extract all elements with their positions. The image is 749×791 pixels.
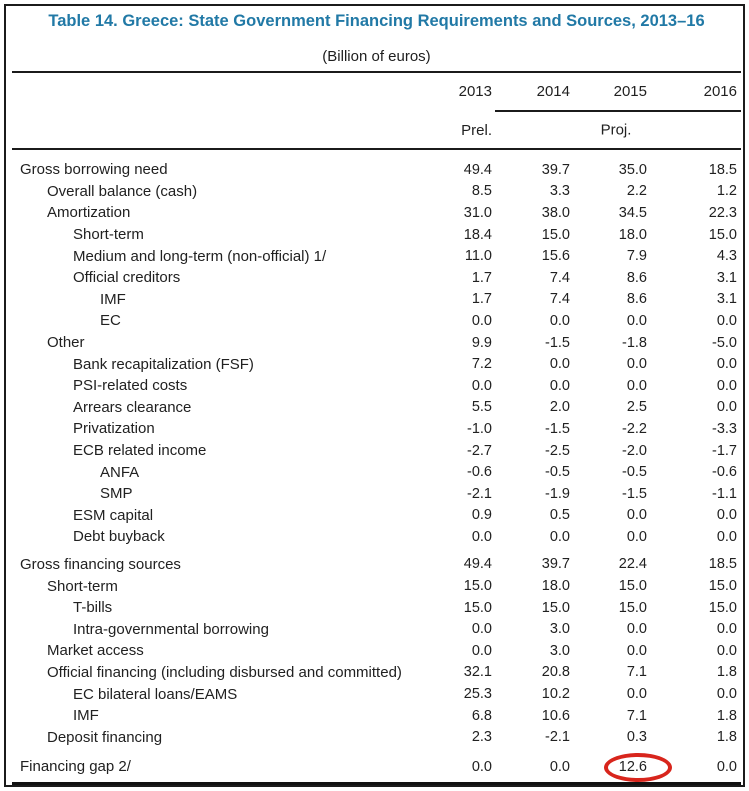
value-cell-2016: 1.2 bbox=[716, 183, 737, 200]
value-cell-2015: 15.0 bbox=[618, 578, 647, 595]
value-cell-2013: 18.4 bbox=[463, 226, 492, 243]
value-cell-2015: 22.4 bbox=[618, 556, 647, 573]
value-cell-2014: 7.4 bbox=[549, 269, 570, 286]
value-cell-2016: 4.3 bbox=[716, 248, 737, 265]
value-cell-2014: -1.9 bbox=[545, 485, 570, 502]
value-cell-2013: 25.3 bbox=[463, 686, 492, 703]
row-label: EC bilateral loans/EAMS bbox=[73, 685, 238, 703]
value-cell-2014: 15.6 bbox=[541, 248, 570, 265]
value-cell-2016: 0.0 bbox=[716, 686, 737, 703]
value-cell-2016: 0.0 bbox=[716, 758, 737, 775]
row-label: Privatization bbox=[73, 420, 155, 438]
year-column-2014: 2014 bbox=[536, 83, 570, 100]
value-cell-2013: 15.0 bbox=[463, 599, 492, 616]
table-row bbox=[12, 202, 741, 224]
table-row bbox=[12, 618, 741, 640]
table-row bbox=[12, 289, 741, 311]
value-cell-2014: 20.8 bbox=[541, 664, 570, 681]
row-label: ESM capital bbox=[73, 506, 154, 524]
value-cell-2016: 15.0 bbox=[708, 226, 737, 243]
value-cell-2016: 18.5 bbox=[708, 556, 737, 573]
value-cell-2014: 2.0 bbox=[549, 399, 570, 416]
table-row bbox=[12, 483, 741, 505]
value-cell-2015: -0.5 bbox=[622, 464, 647, 481]
value-cell-2013: 49.4 bbox=[463, 161, 492, 178]
value-cell-2013: 0.0 bbox=[471, 621, 492, 638]
value-cell-2014: -0.5 bbox=[545, 464, 570, 481]
row-label: Other bbox=[47, 334, 85, 352]
table-row bbox=[12, 756, 741, 778]
value-cell-2016: -5.0 bbox=[712, 334, 737, 351]
value-cell-2013: 31.0 bbox=[463, 204, 492, 221]
row-label: Medium and long-term (non-official) 1/ bbox=[73, 247, 327, 265]
value-cell-2015: 8.6 bbox=[626, 291, 647, 308]
table-row bbox=[12, 159, 741, 181]
table-row bbox=[12, 397, 741, 419]
value-cell-2015: 0.0 bbox=[626, 356, 647, 373]
value-cell-2016: 0.0 bbox=[716, 377, 737, 394]
table-row bbox=[12, 640, 741, 662]
value-cell-2016: 1.8 bbox=[716, 664, 737, 681]
table-row bbox=[12, 554, 741, 576]
table-row bbox=[12, 726, 741, 748]
table-row bbox=[12, 310, 741, 332]
value-cell-2015: 15.0 bbox=[618, 599, 647, 616]
value-cell-2014: 10.6 bbox=[541, 707, 570, 724]
table-row bbox=[12, 597, 741, 619]
value-cell-2015: -2.0 bbox=[622, 442, 647, 459]
value-cell-2013: 0.0 bbox=[471, 528, 492, 545]
value-cell-2013: 6.8 bbox=[471, 707, 492, 724]
value-cell-2016: 0.0 bbox=[716, 621, 737, 638]
row-label: IMF bbox=[100, 290, 126, 308]
value-cell-2014: 10.2 bbox=[541, 686, 570, 703]
value-cell-2016: -3.3 bbox=[712, 420, 737, 437]
row-label: Official financing (including disbursed and committed) bbox=[47, 663, 402, 681]
value-cell-2013: -2.7 bbox=[467, 442, 492, 459]
value-cell-2015: 35.0 bbox=[618, 161, 647, 178]
value-cell-2016: 18.5 bbox=[708, 161, 737, 178]
table-row bbox=[12, 181, 741, 203]
value-cell-2013: 7.2 bbox=[471, 356, 492, 373]
table-row bbox=[12, 418, 741, 440]
value-cell-2015: 34.5 bbox=[618, 204, 647, 221]
value-cell-2013: 8.5 bbox=[471, 183, 492, 200]
row-label: Official creditors bbox=[73, 269, 181, 287]
value-cell-2014: 3.3 bbox=[549, 183, 570, 200]
value-cell-2013: -0.6 bbox=[467, 464, 492, 481]
table-row bbox=[12, 505, 741, 527]
value-cell-2016: 15.0 bbox=[708, 599, 737, 616]
row-label: ANFA bbox=[100, 463, 140, 481]
row-label: Deposit financing bbox=[47, 728, 163, 746]
value-cell-2013: -2.1 bbox=[467, 485, 492, 502]
value-cell-2014: 0.0 bbox=[549, 312, 570, 329]
value-cell-2015: 7.9 bbox=[626, 248, 647, 265]
value-cell-2015: 0.0 bbox=[626, 686, 647, 703]
value-cell-2013: 0.0 bbox=[471, 377, 492, 394]
value-cell-2014: 39.7 bbox=[541, 556, 570, 573]
value-cell-2013: 32.1 bbox=[463, 664, 492, 681]
value-cell-2013: 0.9 bbox=[471, 507, 492, 524]
value-cell-2013: 1.7 bbox=[471, 269, 492, 286]
subheader-row bbox=[12, 112, 741, 148]
value-cell-2016: -0.6 bbox=[712, 464, 737, 481]
value-cell-2014: -1.5 bbox=[545, 420, 570, 437]
table-body bbox=[12, 150, 741, 778]
value-cell-2015: 0.3 bbox=[626, 729, 647, 746]
prel-label: Prel. bbox=[461, 121, 492, 139]
value-cell-2014: 3.0 bbox=[549, 621, 570, 638]
table-14-container bbox=[12, 8, 741, 785]
table-row bbox=[12, 245, 741, 267]
value-cell-2016: 15.0 bbox=[708, 578, 737, 595]
row-label: Arrears clearance bbox=[73, 398, 192, 416]
value-cell-2014: -1.5 bbox=[545, 334, 570, 351]
row-label: EC bbox=[100, 312, 121, 330]
value-cell-2015: 7.1 bbox=[626, 707, 647, 724]
value-cell-2015: 0.0 bbox=[626, 312, 647, 329]
value-cell-2016: 0.0 bbox=[716, 642, 737, 659]
value-cell-2016: 1.8 bbox=[716, 729, 737, 746]
value-cell-2013: 15.0 bbox=[463, 578, 492, 595]
value-cell-2013: 0.0 bbox=[471, 312, 492, 329]
table-row bbox=[12, 332, 741, 354]
row-label: Bank recapitalization (FSF) bbox=[73, 355, 254, 373]
table-row bbox=[12, 575, 741, 597]
value-cell-2013: 1.7 bbox=[471, 291, 492, 308]
value-cell-2016: 1.8 bbox=[716, 707, 737, 724]
value-cell-2014: 38.0 bbox=[541, 204, 570, 221]
value-cell-2016: 0.0 bbox=[716, 312, 737, 329]
row-label: T-bills bbox=[73, 599, 113, 617]
value-cell-2014: 7.4 bbox=[549, 291, 570, 308]
table-row bbox=[12, 440, 741, 462]
value-cell-2015: 0.0 bbox=[626, 377, 647, 394]
row-label: Market access bbox=[47, 642, 144, 660]
table-bottom-rule bbox=[12, 782, 741, 785]
table-row bbox=[12, 375, 741, 397]
year-header-row bbox=[12, 73, 741, 110]
row-label: Gross financing sources bbox=[20, 555, 181, 573]
row-label: ECB related income bbox=[73, 442, 207, 460]
value-cell-2016: 0.0 bbox=[716, 356, 737, 373]
value-cell-2014: -2.5 bbox=[545, 442, 570, 459]
value-cell-2014: 0.0 bbox=[549, 528, 570, 545]
year-column-2013: 2013 bbox=[458, 83, 492, 100]
value-cell-2014: 18.0 bbox=[541, 578, 570, 595]
value-cell-2015: 2.2 bbox=[626, 183, 647, 200]
value-cell-2014: 0.0 bbox=[549, 377, 570, 394]
value-cell-2015: -1.5 bbox=[622, 485, 647, 502]
row-label: Financing gap 2/ bbox=[20, 758, 131, 776]
table-row bbox=[12, 683, 741, 705]
value-cell-2013: -1.0 bbox=[467, 420, 492, 437]
table-row bbox=[12, 353, 741, 375]
row-label: Short-term bbox=[73, 226, 144, 244]
table-row bbox=[12, 461, 741, 483]
value-cell-2013: 2.3 bbox=[471, 729, 492, 746]
value-cell-2014: 0.0 bbox=[549, 356, 570, 373]
value-cell-2015: -2.2 bbox=[622, 420, 647, 437]
value-cell-2015: 0.0 bbox=[626, 621, 647, 638]
row-label: Gross borrowing need bbox=[20, 161, 168, 179]
value-cell-2016: 3.1 bbox=[716, 291, 737, 308]
row-label: Amortization bbox=[47, 204, 131, 222]
value-cell-2014: 0.0 bbox=[549, 758, 570, 775]
value-cell-2016: 0.0 bbox=[716, 528, 737, 545]
value-cell-2014: 39.7 bbox=[541, 161, 570, 178]
value-cell-2015: -1.8 bbox=[622, 334, 647, 351]
row-label: Short-term bbox=[47, 577, 118, 595]
value-cell-2013: 11.0 bbox=[464, 248, 492, 265]
value-cell-2013: 5.5 bbox=[471, 399, 492, 416]
value-cell-2016: 0.0 bbox=[716, 507, 737, 524]
value-cell-2013: 9.9 bbox=[471, 334, 492, 351]
value-cell-2015: 18.0 bbox=[618, 226, 647, 243]
value-cell-2013: 49.4 bbox=[463, 556, 492, 573]
value-cell-2016: 0.0 bbox=[716, 399, 737, 416]
row-label: Overall balance (cash) bbox=[47, 182, 198, 200]
row-label: Intra-governmental borrowing bbox=[73, 620, 269, 638]
table-row bbox=[12, 705, 741, 727]
value-cell-2016: 3.1 bbox=[716, 269, 737, 286]
value-cell-2014: 15.0 bbox=[541, 599, 570, 616]
year-column-2016: 2016 bbox=[703, 83, 737, 100]
value-cell-2016: -1.7 bbox=[712, 442, 737, 459]
table-row bbox=[12, 267, 741, 289]
value-cell-2015: 12.6 bbox=[570, 759, 647, 775]
value-cell-2013: 0.0 bbox=[471, 642, 492, 659]
table-row bbox=[12, 662, 741, 684]
proj-label: Proj. bbox=[600, 121, 632, 139]
value-cell-2013: 0.0 bbox=[471, 758, 492, 775]
value-cell-2015: 8.6 bbox=[626, 269, 647, 286]
row-label: Debt buyback bbox=[73, 528, 165, 546]
value-cell-2015: 2.5 bbox=[626, 399, 647, 416]
value-cell-2014: 0.5 bbox=[549, 507, 570, 524]
year-column-2015: 2015 bbox=[613, 83, 647, 100]
table-row bbox=[12, 526, 741, 548]
table-title: Table 14. Greece: State Government Financing Requirements and Sources, 2013–16 bbox=[48, 12, 705, 30]
row-label: IMF bbox=[73, 707, 99, 725]
value-cell-2015: 0.0 bbox=[626, 507, 647, 524]
value-cell-2015: 7.1 bbox=[626, 664, 647, 681]
value-cell-2016: -1.1 bbox=[712, 485, 737, 502]
row-label: PSI-related costs bbox=[73, 377, 188, 395]
value-cell-2015: 0.0 bbox=[626, 528, 647, 545]
value-cell-2014: 15.0 bbox=[541, 226, 570, 243]
value-cell-2015: 0.0 bbox=[626, 642, 647, 659]
table-units-subtitle: (Billion of euros) bbox=[322, 48, 431, 65]
row-label: SMP bbox=[100, 485, 133, 503]
value-cell-2014: 3.0 bbox=[549, 642, 570, 659]
table-row bbox=[12, 224, 741, 246]
value-cell-2014: -2.1 bbox=[545, 729, 570, 746]
value-cell-2016: 22.3 bbox=[708, 204, 737, 221]
